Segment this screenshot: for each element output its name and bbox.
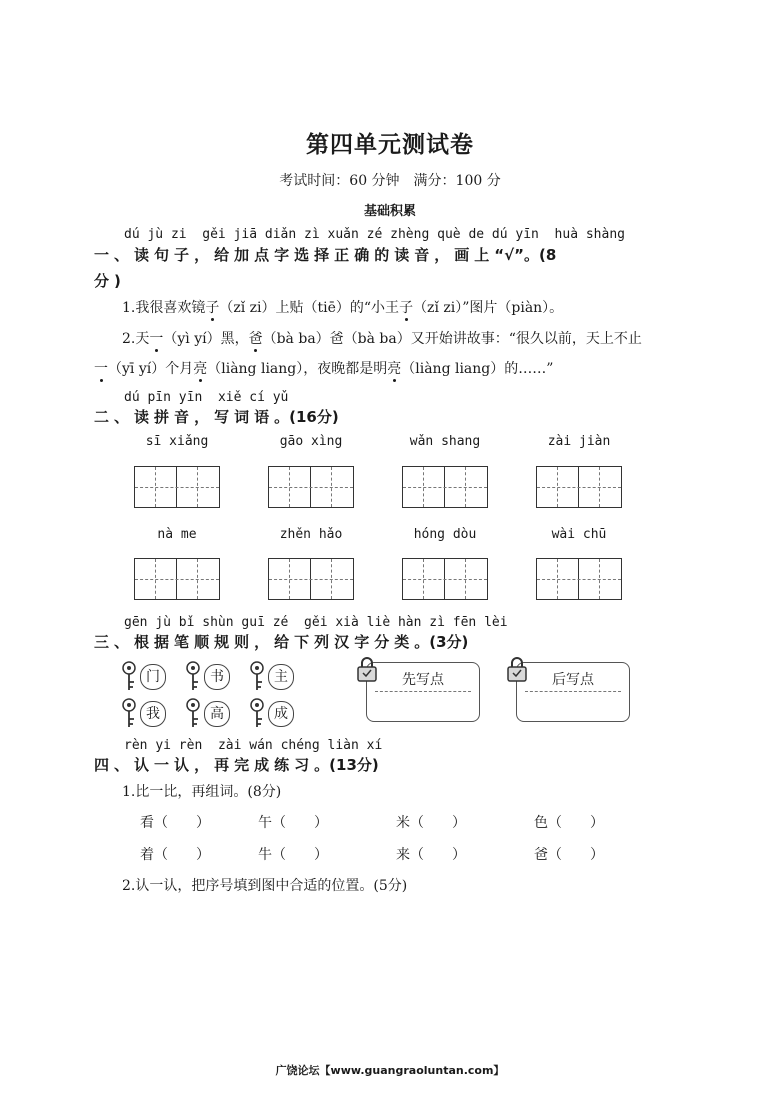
lock-icon [356, 656, 378, 682]
box-dot-first-label: 先写点 [402, 672, 444, 688]
writing-grid[interactable] [268, 558, 354, 600]
compare-item[interactable]: 着（ ） [140, 847, 210, 863]
word-pinyin: hóng dòu [413, 527, 477, 542]
lock-icon [506, 656, 528, 682]
word-pinyin: sī xiǎng [145, 434, 209, 449]
writing-grid[interactable] [402, 466, 488, 508]
word-pinyin: wǎn shang [409, 434, 481, 449]
q4-pinyin: rèn yi rèn zài wán chéng liàn xí [124, 738, 383, 753]
exam-info: 考试时间：60 分钟 满分：100 分 [279, 173, 501, 189]
q1-heading: 一、读句子，给加点字选择正确的读音，画上“√”。(8 [94, 246, 557, 264]
word-pinyin: zài jiàn [547, 434, 611, 449]
key-character: 门 [140, 664, 166, 690]
q1-score-tail: 分) [94, 272, 126, 290]
writing-grid[interactable] [402, 558, 488, 600]
key-character: 书 [204, 664, 230, 690]
compare-item[interactable]: 午（ ） [258, 815, 328, 831]
box-dot-first[interactable] [366, 662, 480, 722]
section-heading: 基础积累 [363, 204, 416, 219]
writing-grid[interactable] [536, 466, 622, 508]
box-dot-later-label: 后写点 [552, 672, 594, 688]
q3-heading: 三、根据笔顺规则，给下列汉字分类。(3分) [94, 633, 469, 651]
writing-grid[interactable] [268, 466, 354, 508]
q1-line-3: 一（yī yí）个月亮（liàng liang），夜晚都是明亮（liàng liang）的……” [94, 361, 554, 377]
word-pinyin: gāo xìng [279, 434, 343, 449]
key-character: 成 [268, 701, 294, 727]
q4-sub1: 1.比一比，再组词。(8分) [122, 784, 282, 800]
word-pinyin: wài chū [551, 527, 607, 542]
compare-item[interactable]: 来（ ） [396, 847, 466, 863]
q2-heading: 二、读拼音，写词语。(16分) [94, 408, 339, 426]
writing-grid[interactable] [536, 558, 622, 600]
key-character: 我 [140, 701, 166, 727]
key-character: 高 [204, 701, 230, 727]
box-dot-later[interactable] [516, 662, 630, 722]
writing-grid[interactable] [134, 466, 220, 508]
writing-grid[interactable] [134, 558, 220, 600]
compare-item[interactable]: 米（ ） [396, 815, 466, 831]
compare-item[interactable]: 看（ ） [140, 815, 210, 831]
q2-pinyin: dú pīn yīn xiě cí yǔ [124, 390, 289, 405]
q3-pinyin: gēn jù bǐ shùn guī zé gěi xià liè hàn zì fēn lèi [124, 615, 508, 630]
q4-heading: 四、认一认，再完成练习。(13分) [94, 756, 379, 774]
key-tag[interactable] [248, 660, 296, 692]
q1-line-1: 1.我很喜欢镜子（zǐ zi）上贴（tiē）的“小王子（zǐ zi）”图片（piàn）。 [122, 300, 564, 316]
key-character: 主 [268, 664, 294, 690]
compare-item[interactable]: 爸（ ） [534, 847, 604, 863]
key-tag[interactable] [184, 660, 232, 692]
q1-pinyin: dú jù zi gěi jiā diǎn zì xuǎn zé zhèng què de dú yīn huà shàng [124, 227, 625, 242]
compare-item[interactable]: 牛（ ） [258, 847, 328, 863]
compare-item[interactable]: 色（ ） [534, 815, 604, 831]
q1-line-2: 2.天一（yì yí）黑，爸（bà ba）爸（bà ba）又开始讲故事：“很久以前，天上不止 [122, 331, 642, 347]
key-tag[interactable] [120, 697, 168, 729]
word-pinyin: nà me [157, 527, 197, 542]
word-pinyin: zhěn hǎo [279, 527, 343, 542]
key-tag[interactable] [120, 660, 168, 692]
page-title: 第四单元测试卷 [306, 131, 474, 158]
footer-source: 广饶论坛【www.guangraoluntan.com】 [275, 1064, 505, 1077]
q4-sub2: 2.认一认，把序号填到图中合适的位置。(5分) [122, 878, 408, 894]
key-tag[interactable] [248, 697, 296, 729]
key-tag[interactable] [184, 697, 232, 729]
